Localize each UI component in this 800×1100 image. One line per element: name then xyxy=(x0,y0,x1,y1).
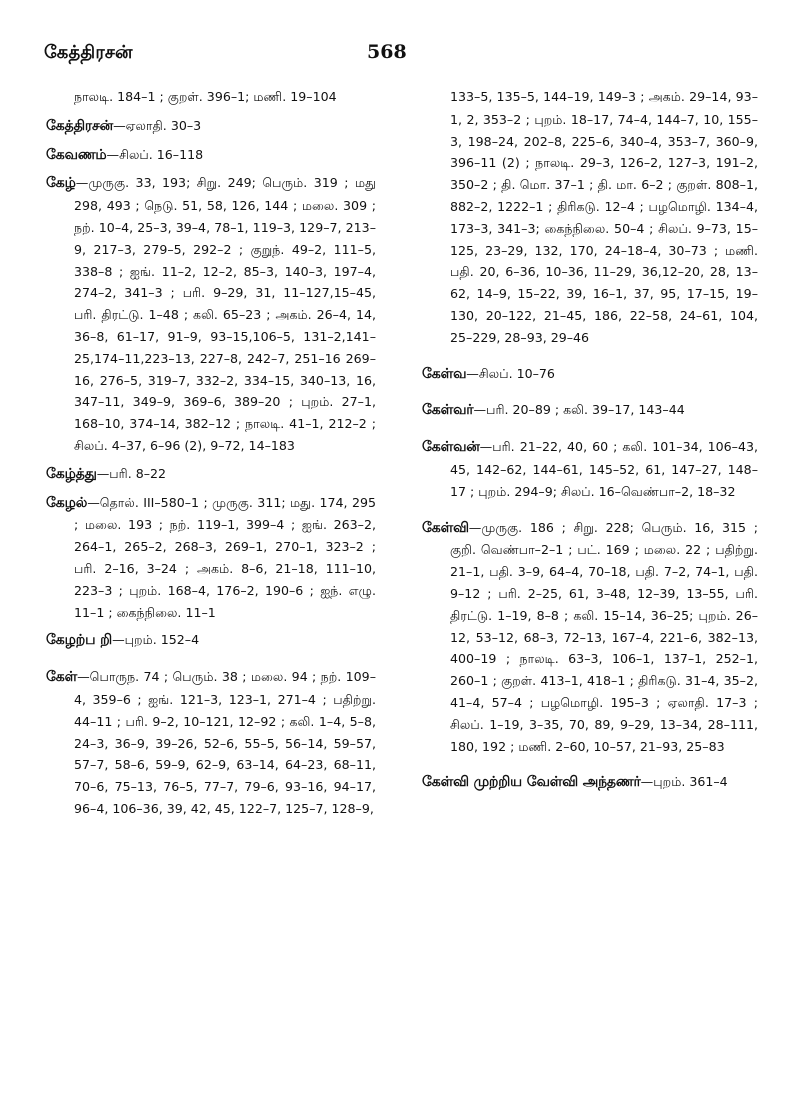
entry xyxy=(46,666,376,820)
entry xyxy=(422,517,758,758)
entry-headword: கேள்வி முற்றிய வேள்வி அந்தணர் xyxy=(422,774,641,791)
entry-references: —பொருந. 74 ; பெரும். 38 ; மலை. 94 ; நற். 109–4, 359–6 ; ஐங். 121–3, 123–1, 271–4 ; பதிற்று. 44–11 ; பரி. 9–2, 10–121, 12–92 ; கலி. 1–4, 5–8, 24–3, 36–9, 39–26, 52–6, 55–5, 56–14, 59–57, 57–7, 58–6, 59–9, 62–9, 63–14, 64–23, 68–11, 70–6, 75–13, 76–5, 77–7, 79–6, 93–16, 94–17, 96–4, 106–36, 39, 42, 45, 122–7, 125–7, 128–9, xyxy=(74,669,376,816)
entry-headword: கேள்வன் xyxy=(422,439,480,456)
entry-headword: கேள்வர் xyxy=(422,402,474,419)
entry xyxy=(46,115,376,138)
entry-headword: கேழல் xyxy=(46,494,88,511)
entry-headword: கேவணம் xyxy=(46,146,107,163)
entry xyxy=(46,492,376,624)
running-headword: கேத்திரசன் xyxy=(44,42,133,63)
entry-references: —முருகு. 33, 193; சிறு. 249; பெரும். 319 ; மது 298, 493 ; நெடு. 51, 58, 126, 144 ; மலை. 309 ; நற். 10–4, 25–3, 39–4, 78–1, 119–3, 129–7, 213–9, 217–3, 279–5, 292–2 ; குறுந். 49–2, 111–5, 338–8 ; ஐங். 11–2, 12–2, 85–3, 140–3, 197–4, 274–2, 341–3 ; பரி. 9–29, 31, 11–127,15–45, பரி. திரட்டு. 1–48 ; கலி. 65–23 ; அகம். 26–4, 14, 36–8, 61–17, 91–9, 93–15,106–5, 131–2,141–25,174–11,223–13, 227–8, 242–7, 251–16 269–16, 276–5, 319–7, 332–2, 334–15, 340–13, 16, 347–11, 349–9, 369–6, 389–20 ; புறம். 27–1, 168–10, 374–14, 382–12 ; நாலடி. 41–1, 212–2 ; சிலப். 4–37, 6–96 (2), 9–72, 14–183 xyxy=(74,175,376,453)
entry-references: —சிலப். 10–76 xyxy=(466,365,555,381)
entry-headword: கேழற்ப றி xyxy=(46,632,113,649)
entry-headword: கேத்திரசன் xyxy=(46,117,114,134)
entry-headword: கேழ் xyxy=(46,175,76,192)
entry-references: —புறம். 152–4 xyxy=(112,632,200,648)
entry-references: —பரி. 8–22 xyxy=(96,465,167,481)
entry-references: —பரி. 20–89 ; கலி. 39–17, 143–44 xyxy=(473,402,685,418)
entry-references: —சிலப். 16–118 xyxy=(106,146,204,162)
entry xyxy=(422,363,758,386)
page-number: 568 xyxy=(367,41,407,63)
entry-references: நாலடி. 184–1 ; குறள். 396–1; மணி. 19–104 xyxy=(74,89,337,104)
entry-headword: கேழ்த்து xyxy=(46,465,97,482)
right-column xyxy=(422,86,758,800)
entry-references: —பரி. 21–22, 40, 60 ; கலி. 101–34, 106–43, 45, 142–62, 144–61, 145–52, 61, 147–27, 148–17 ; புறம். 294–9; சிலப். 16–வெண்பா–2, 18–32 xyxy=(450,439,758,499)
entry-continuation xyxy=(422,86,758,349)
entry xyxy=(422,399,758,422)
entry xyxy=(46,463,376,486)
entry-headword: கேள்வி xyxy=(422,519,469,536)
entry-references: —தொல். III–580–1 ; முருகு. 311; மது. 174, 295 ; மலை. 193 ; நற். 119–1, 399–4 ; ஐங். 263–2, 264–1, 265–2, 268–3, 269–1, 270–1, 323–2 ; பரி. 2–16, 3–24 ; அகம். 8–6, 21–18, 111–10, 223–3 ; புறம். 168–4, 176–2, 190–6 ; ஐந். எழு. 11–1 ; கைந்நிலை. 11–1 xyxy=(74,494,376,620)
entry xyxy=(46,144,376,167)
entry-headword: கேள்வ xyxy=(422,365,467,382)
entry-references: —புறம். 361–4 xyxy=(640,774,728,790)
entry xyxy=(46,172,376,456)
entry xyxy=(422,436,758,502)
entry-references: —ஏலாதி. 30–3 xyxy=(113,117,202,133)
entry xyxy=(422,771,758,794)
entry-references: —முருகு. 186 ; சிறு. 228; பெரும். 16, 315 ; குறி. வெண்பா–2–1 ; பட். 169 ; மலை. 22 ; பதிற்று. 21–1, பதி. 3–9, 64–4, 70–18, பதி. 7–2, 74–1, பதி. 9–12 ; பரி. 2–25, 61, 3–48, 12–39, 13–55, பரி. திரட்டு. 1–19, 8–8 ; கலி. 15–14, 36–25; புறம். 26–12, 53–12, 68–3, 72–13, 167–4, 221–6, 382–13, 400–19 ; நாலடி. 63–3, 106–1, 137–1, 252–1, 260–1 ; குறள். 413–1, 418–1 ; திரிகடு. 31–4, 35–2, 41–4, 57–4 ; பழமொழி. 195–3 ; ஏலாதி. 17–3 ; சிலப். 1–19, 3–35, 70, 89, 9–29, 13–34, 28–111, 180, 192 ; மணி. 2–60, 10–57, 21–93, 25–83 xyxy=(450,519,758,754)
entry-continuation xyxy=(46,86,376,109)
left-column xyxy=(46,86,376,826)
entry-references: 133–5, 135–5, 144–19, 149–3 ; அகம். 29–14, 93–1, 2, 353–2 ; புறம். 18–17, 74–4, 144–7, 10, 155–3, 198–24, 202–8, 225–6, 340–4, 353–7, 360–9, 396–11 (2) ; நாலடி. 29–3, 126–2, 127–3, 191–2, 350–2 ; தி. மொ. 37–1 ; தி. மா. 6–2 ; குறள். 808–1, 882–2, 1222–1 ; திரிகடு. 12–4 ; பழமொழி. 134–4, 173–3, 341–3; கைந்நிலை. 50–4 ; சிலப். 9–73, 15–125, 23–29, 132, 170, 24–18–4, 30–73 ; மணி. பதி. 20, 6–36, 10–36, 11–29, 36,12–20, 28, 13–62, 14–9, 15–22, 39, 16–1, 37, 95, 17–15, 19–130, 20–122, 21–45, 186, 22–58, 24–61, 104, 25–229, 28–93, 29–46 xyxy=(450,89,758,345)
entry-headword: கேள் xyxy=(46,669,78,686)
entry xyxy=(46,629,376,652)
